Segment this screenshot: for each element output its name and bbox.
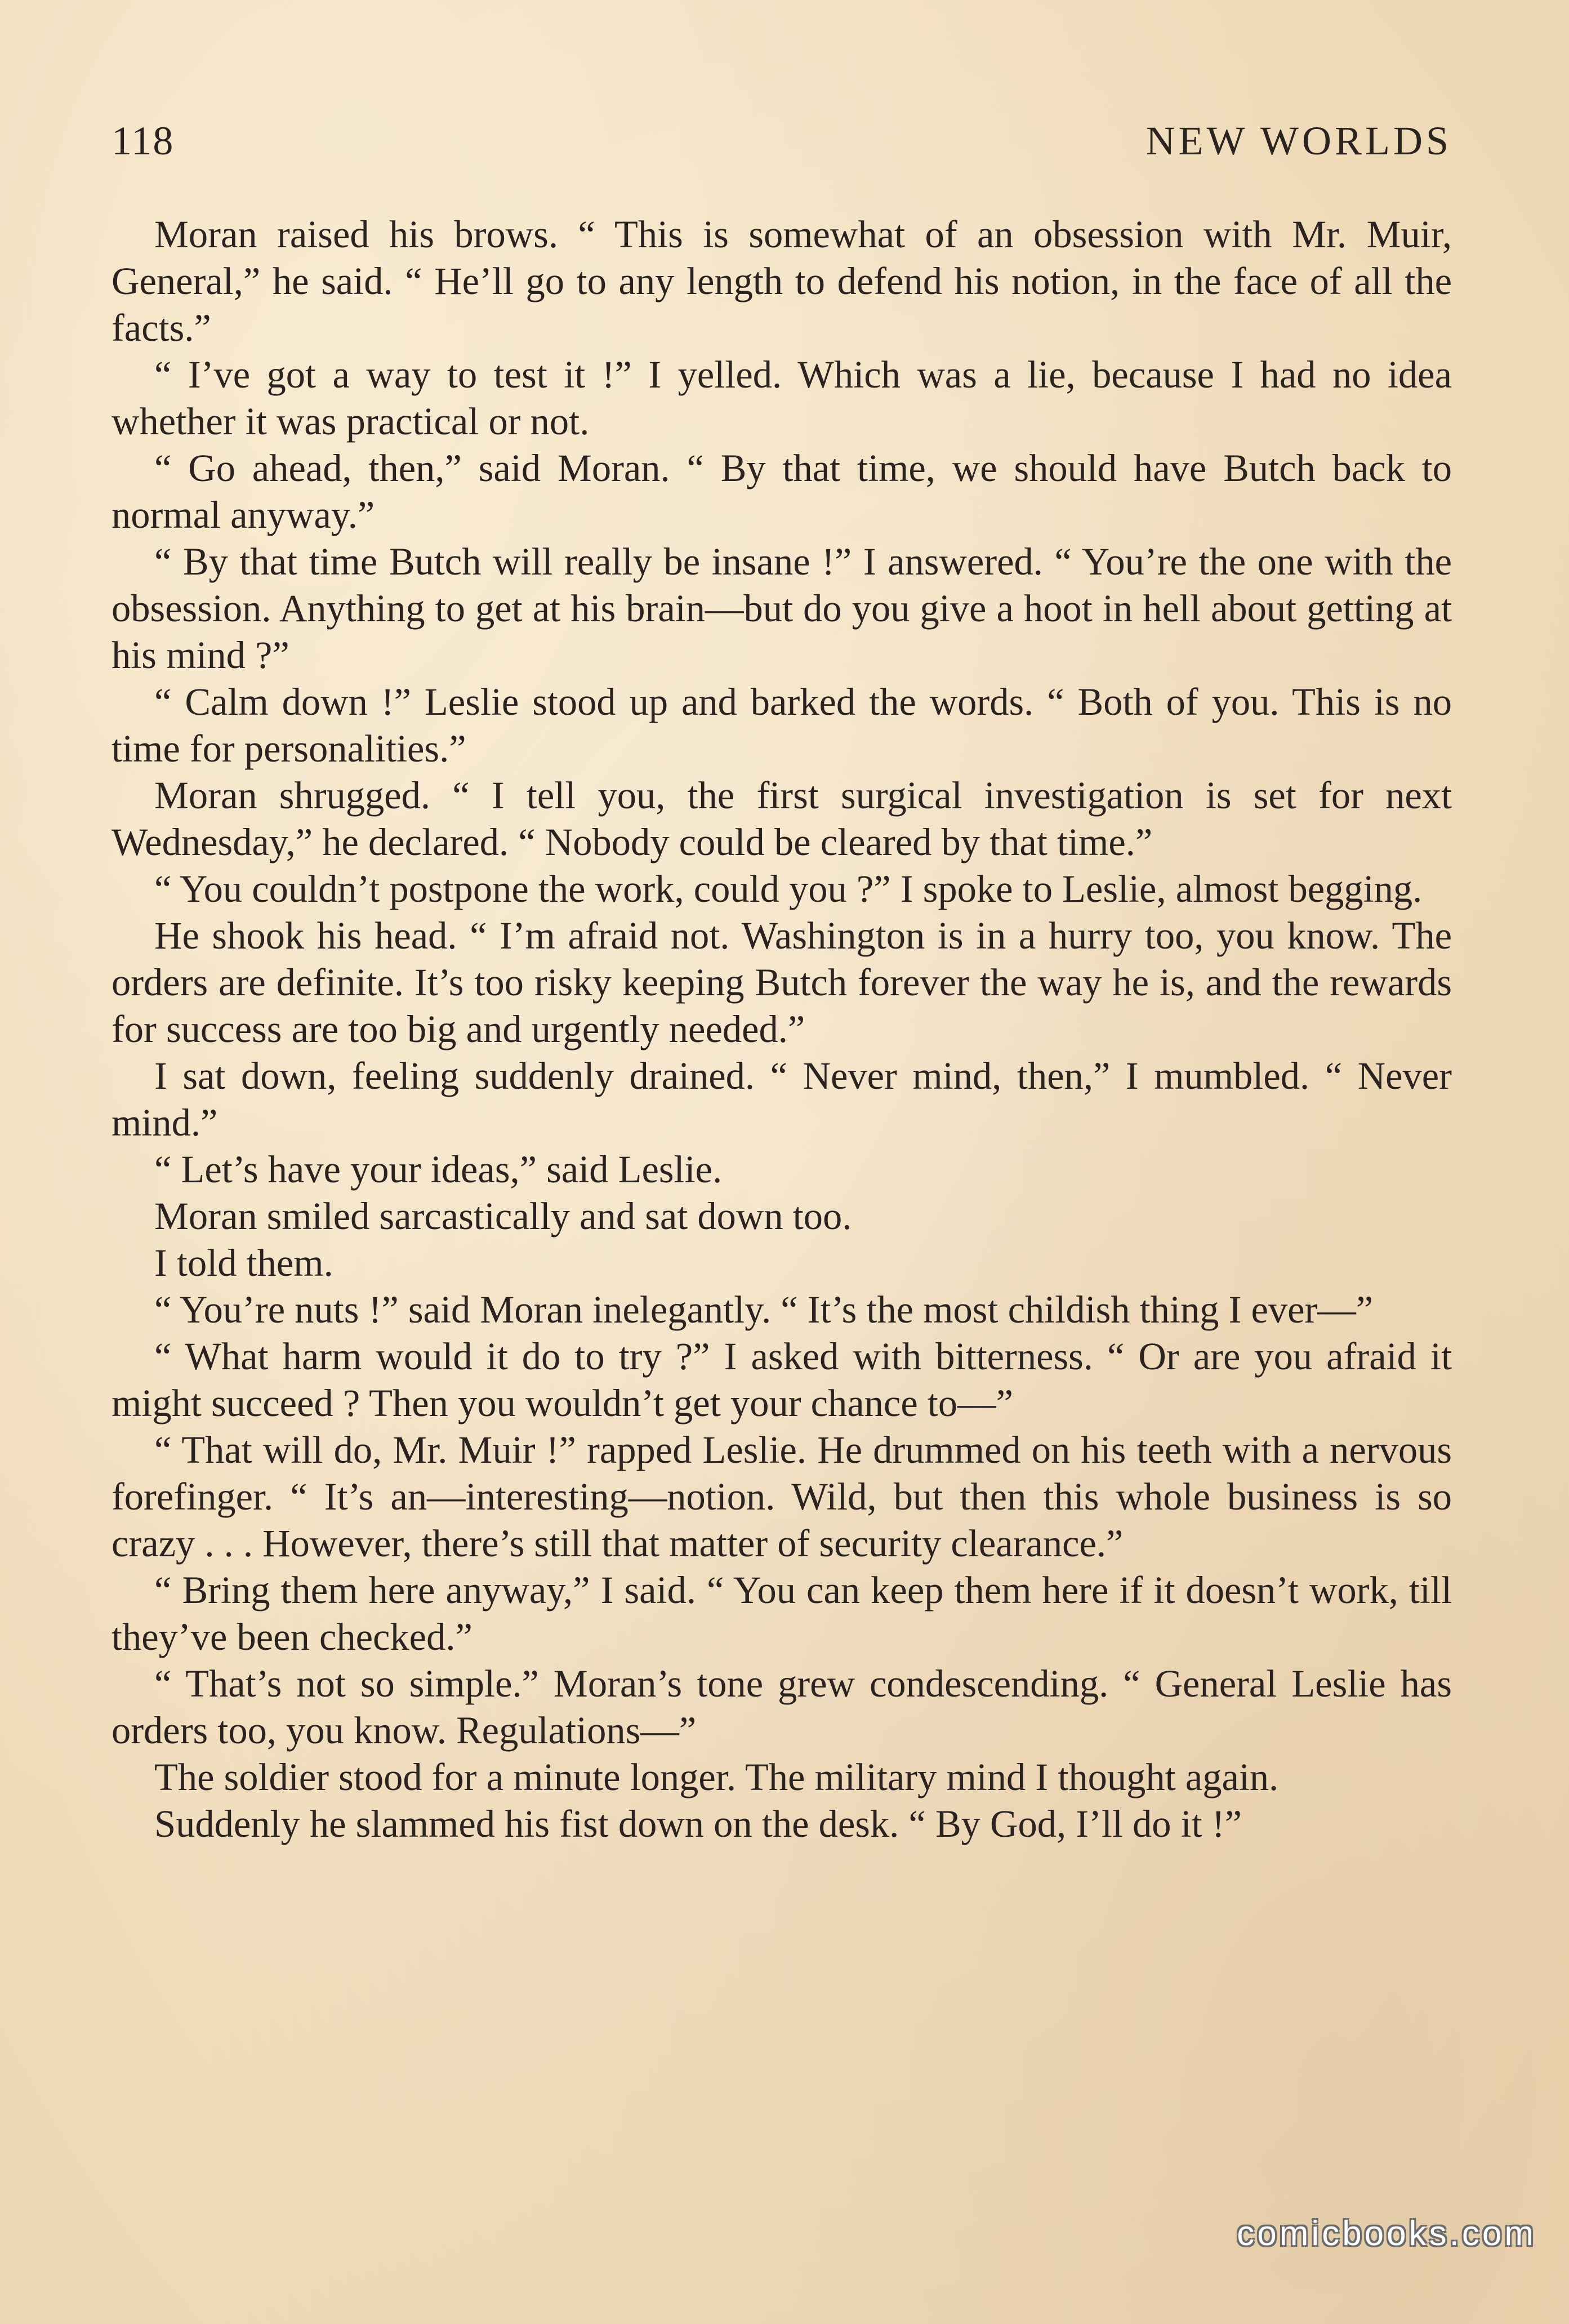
paragraph: “ Let’s have your ideas,” said Leslie. — [154, 1148, 723, 1191]
paragraph: “ You’re nuts !” said Moran inelegantly. “ It’s the most childish thing I ever—” — [154, 1288, 1374, 1331]
paragraph: “ Calm down !” Leslie stood up and barked the words. “ Both of you. This is no time for personalities.” — [112, 680, 1452, 770]
paragraph: I told them. — [154, 1241, 333, 1284]
paragraph: Moran shrugged. “ I tell you, the first surgical investigation is set for next Wednesday,” he declared. “ Nobody could be cleared by that time.” — [112, 774, 1452, 863]
watermark: comicbooks.com — [1237, 2214, 1536, 2253]
paragraph: “ Bring them here anyway,” I said. “ You can keep them here if it doesn’t work, till they’ve been checked.” — [112, 1569, 1452, 1658]
body-text — [112, 211, 1452, 1847]
paragraph: “ What harm would it do to try ?” I asked with bitterness. “ Or are you afraid it might succeed ? Then you wouldn’t get your chance to—” — [112, 1335, 1452, 1424]
paragraph: “ That’s not so simple.” Moran’s tone grew condescending. “ General Leslie has orders too, you know. Regulations—” — [112, 1662, 1452, 1752]
paragraph: I sat down, feeling suddenly drained. “ Never mind, then,” I mumbled. “ Never mind.” — [112, 1054, 1452, 1144]
running-head: NEW WORLDS — [1145, 118, 1452, 163]
paragraph: Suddenly he slammed his fist down on the desk. “ By God, I’ll do it !” — [154, 1802, 1242, 1845]
paragraph: “ That will do, Mr. Muir !” rapped Leslie. He drummed on his teeth with a nervous forefinger. “ It’s an—interesting—notion. Wild, but then this whole business is so crazy . . . However, there’s still that matter of security clearance.” — [112, 1428, 1452, 1565]
paragraph: He shook his head. “ I’m afraid not. Washington is in a hurry too, you know. The orders are definite. It’s too risky keeping Butch forever the way he is, and the rewards for success are too big and urgently needed.” — [112, 914, 1452, 1050]
page-header — [112, 115, 1452, 166]
paragraph: “ Go ahead, then,” said Moran. “ By that time, we should have Butch back to normal anyway.” — [112, 447, 1452, 536]
paragraph: The soldier stood for a minute longer. The military mind I thought again. — [154, 1756, 1279, 1798]
paragraph: “ By that time Butch will really be insane !” I answered. “ You’re the one with the obsession. Anything to get at his brain—but do you give a hoot in hell about getting at his mind ?” — [112, 540, 1452, 676]
paragraph: Moran smiled sarcastically and sat down too. — [154, 1195, 852, 1237]
paragraph: “ I’ve got a way to test it !” I yelled. Which was a lie, because I had no idea whether it was practical or not. — [112, 353, 1452, 443]
paragraph: Moran raised his brows. “ This is somewhat of an obsession with Mr. Muir, General,” he said. “ He’ll go to any length to defend his notion, in the face of all the facts.” — [112, 213, 1452, 349]
page-number: 118 — [112, 118, 175, 163]
paragraph: “ You couldn’t postpone the work, could you ?” I spoke to Leslie, almost begging. — [154, 867, 1423, 910]
